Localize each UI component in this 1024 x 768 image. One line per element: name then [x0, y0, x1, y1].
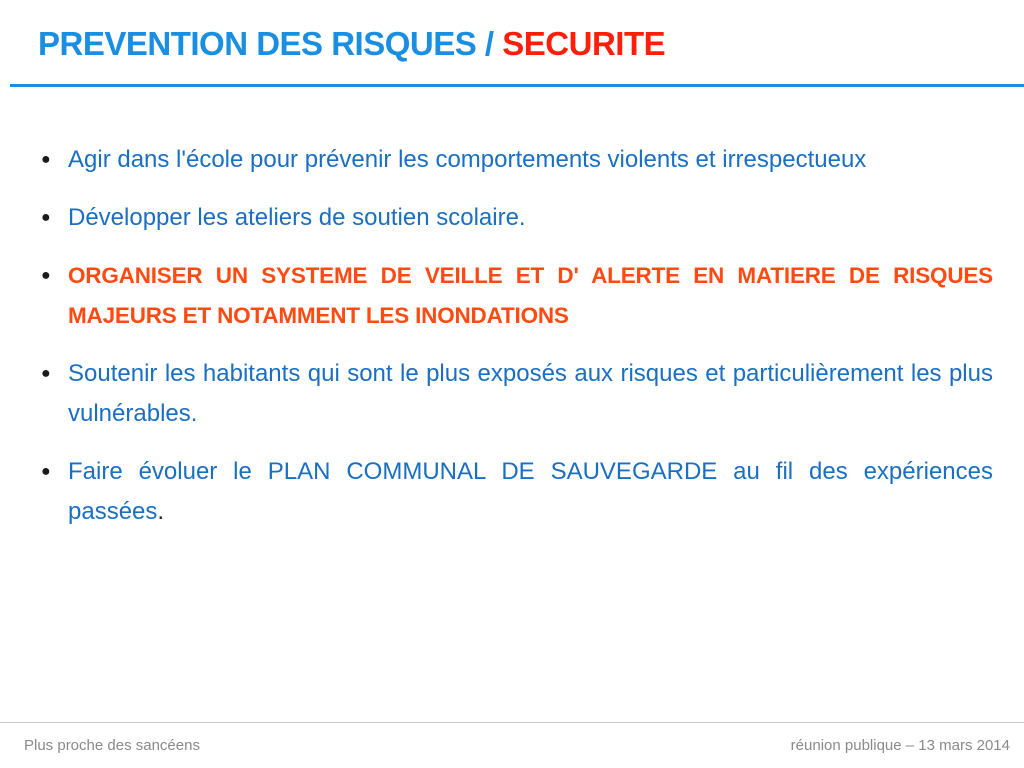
bullet-text: Agir dans l'école pour prévenir les comportements violents et irrespectueux — [68, 146, 867, 173]
bullet-list — [41, 140, 993, 550]
footer-right-text: réunion publique – 13 mars 2014 — [790, 737, 1010, 754]
footer-divider — [0, 722, 1024, 723]
title-divider — [10, 84, 1024, 87]
bullet-dot-icon: ● — [41, 365, 51, 382]
bullet-item — [41, 140, 993, 180]
bullet-dot-icon: ● — [41, 151, 51, 168]
bullet-item-alert — [41, 256, 993, 336]
bullet-text: Faire évoluer le PLAN COMMUNAL DE SAUVEGARDE au fil des expériences passées — [68, 458, 993, 525]
bullet-dot-icon: ● — [41, 463, 51, 480]
bullet-dot-icon: ● — [41, 267, 51, 284]
bullet-trailing-period: . — [157, 498, 165, 525]
bullet-text-alert: ORGANISER UN SYSTEME DE VEILLE ET D' ALERTE EN MATIERE DE RISQUES MAJEURS ET NOTAMMENT LES INONDATIONS — [68, 263, 993, 328]
bullet-item — [41, 198, 993, 238]
bullet-text: Soutenir les habitants qui sont le plus exposés aux risques et particulièrement les plus vulnérables. — [68, 360, 993, 427]
bullet-item — [41, 452, 993, 532]
title-main: PREVENTION DES RISQUES / — [38, 25, 503, 62]
slide-title — [38, 22, 665, 66]
bullet-text: Développer les ateliers de soutien scolaire. — [68, 204, 526, 231]
footer-left-text: Plus proche des sancéens — [24, 737, 200, 754]
title-accent: SECURITE — [502, 25, 666, 62]
bullet-dot-icon: ● — [41, 209, 51, 226]
bullet-item — [41, 354, 993, 434]
bullet-text-wrapper — [68, 452, 993, 532]
